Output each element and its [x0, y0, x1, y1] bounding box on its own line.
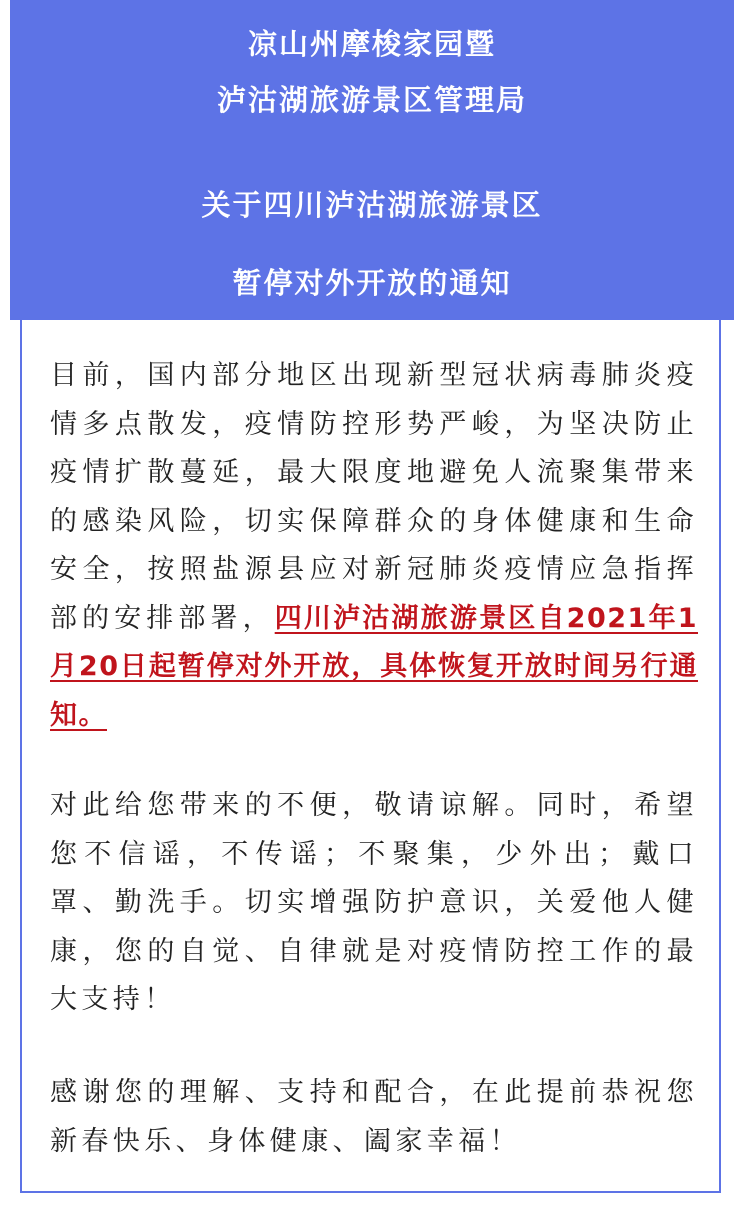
announcement-intro-text: 目前，国内部分地区出现新型冠状病毒肺炎疫情多点散发，疫情防控形势严峻，为坚决防止疫情扩散蔓延，最大限度地避免人流聚集带来的感染风险，切实保障群众的身体健康和生命安全，按照盐源县应对新冠肺炎疫情应急指挥部的安排部署，: [50, 360, 698, 634]
issuer-line-1: 凉山州摩梭家园暨: [247, 27, 496, 61]
closure-highlight-text: 四川泸沽湖旅游景区自2021年1月20日起暂停对外开放，具体恢复开放时间另行通知。: [50, 602, 698, 731]
notice-title-line-1: 关于四川泸沽湖旅游景区: [201, 188, 543, 222]
title-banner: [10, 0, 734, 320]
issuer-line-2: 泸沽湖旅游景区管理局: [216, 83, 527, 117]
paragraph-apology: [50, 782, 698, 1025]
notice-title-line-2: 暂停对外开放的通知: [232, 266, 512, 300]
paragraph-thanks: [50, 1069, 698, 1166]
paragraph-announcement: [50, 352, 698, 740]
apology-text: 对此给您带来的不便，敬请谅解。同时，希望您不信谣，不传谣；不聚集，少外出；戴口罩、勤洗手。切实增强防护意识，关爱他人健康，您的自觉、自律就是对疫情防控工作的最大支持！: [50, 790, 698, 1015]
thanks-text: 感谢您的理解、支持和配合，在此提前恭祝您新春快乐、身体健康、阖家幸福！: [50, 1077, 698, 1157]
